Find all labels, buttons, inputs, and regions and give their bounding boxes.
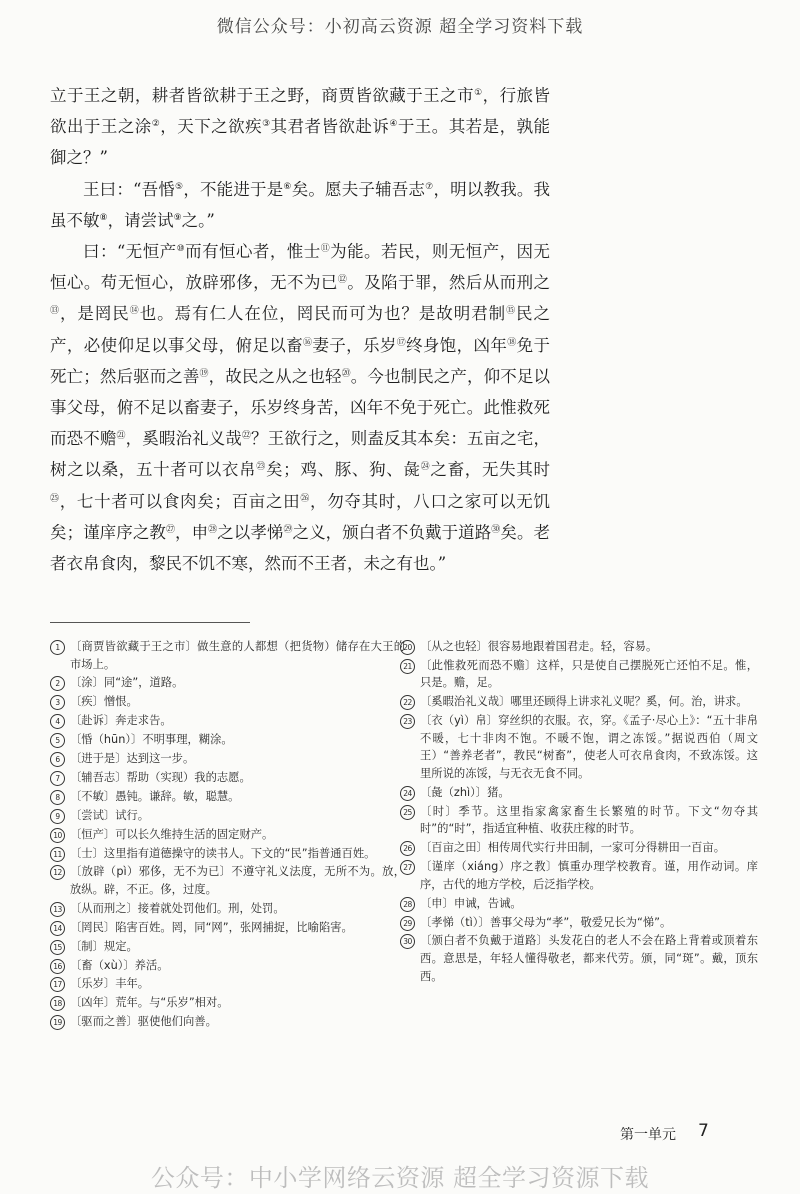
text-segment: 妻子，乐岁 xyxy=(312,335,397,355)
footnote-number: 3 xyxy=(50,695,65,710)
footnote-number: 4 xyxy=(50,714,65,729)
footnote xyxy=(50,900,405,918)
footnote-text: 〔赴诉〕奔走求告。 xyxy=(70,714,172,728)
footnote xyxy=(50,1013,405,1031)
footnote-text: 〔畜（xù）〕养活。 xyxy=(70,958,169,972)
footnote-text: 〔乐岁〕丰年。 xyxy=(70,977,150,991)
footnote xyxy=(400,914,758,932)
footnote-marker: ㉕ xyxy=(50,493,60,504)
footnote xyxy=(50,674,405,692)
footnote-number: 17 xyxy=(50,977,65,992)
text-segment: 。今也制民之产，仰不足以事父母，俯不足以畜妻子，乐岁终身苦，凶年不免于死亡。此惟救死而恐不赡 xyxy=(50,366,551,449)
page-number: 7 xyxy=(698,1121,709,1141)
text-segment: 免于死亡；然后驱而之善 xyxy=(50,335,551,386)
footnote-number: 28 xyxy=(400,897,415,912)
text-segment: ，奚暇治礼义哉 xyxy=(125,429,242,449)
footnote xyxy=(400,657,758,692)
footnote-number: 23 xyxy=(400,714,415,729)
footnote-marker: ⑨ xyxy=(173,212,182,223)
text-segment: ，行旅皆欲出于王之涂 xyxy=(50,86,550,137)
footnote xyxy=(50,638,405,673)
footnote-marker: ⑬ xyxy=(50,306,60,317)
footnote-marker: ㉘ xyxy=(208,524,218,535)
footnote xyxy=(50,769,405,787)
text-segment: 之以孝悌 xyxy=(217,522,284,542)
text-segment: 为能。若民，则无恒产，因无恒心。苟无恒心，放辟邪侈，无不为已 xyxy=(50,242,550,293)
footnote-text: 〔进于是〕达到这一步。 xyxy=(70,752,195,766)
footnote xyxy=(50,919,405,937)
footnote xyxy=(50,994,405,1012)
footnote xyxy=(400,839,758,857)
footnote-text: 〔不敏〕愚钝。谦辞。敏，聪慧。 xyxy=(70,789,240,803)
footnote-marker: ㉒ xyxy=(241,431,252,442)
footnote xyxy=(50,750,405,768)
footnotes-right-column xyxy=(400,638,758,987)
footnote-marker: ㉙ xyxy=(283,524,293,535)
footnote-number: 11 xyxy=(50,847,65,862)
footnote-number: 25 xyxy=(400,805,415,820)
footnote-number: 16 xyxy=(50,959,65,974)
footnote-marker: ④ xyxy=(389,119,398,130)
text-segment: 矣；鸡、豚、狗、彘 xyxy=(265,460,421,480)
footnote-marker: ⑱ xyxy=(507,337,517,348)
footnote-number: 21 xyxy=(400,659,415,674)
footnote xyxy=(50,845,405,863)
footnote-text: 〔罔民〕陷害百姓。罔，同“网”，张网捕捉，比喻陷害。 xyxy=(70,920,353,934)
page-header-watermark: 微信公众号：小初高云资源 超全学习资料下载 xyxy=(216,17,584,37)
footnote xyxy=(400,638,758,656)
footnote-text: 〔此惟救死而恐不赡〕这样，只是使自己摆脱死亡还怕不足。惟，只是。赡，足。 xyxy=(420,658,758,690)
footnote-marker: ⑭ xyxy=(129,306,140,317)
footnote-text: 〔辅吾志〕帮助（实现）我的志愿。 xyxy=(70,770,251,784)
text-segment: 之畜，无失其时 xyxy=(430,460,551,480)
footnote-number: 6 xyxy=(50,752,65,767)
footnote-number: 12 xyxy=(50,865,65,880)
text-segment: 终身饱，凶年 xyxy=(406,335,508,355)
bottom-watermark: 公众号：中小学网络云资源 超全学习资源下载 xyxy=(150,1164,650,1192)
text-segment: ，不能进于是 xyxy=(183,179,284,199)
footnote-marker: ⑩ xyxy=(176,244,186,255)
footnote-number: 29 xyxy=(400,916,415,931)
footnote xyxy=(50,957,405,975)
footnote xyxy=(50,975,405,993)
footnote-text: 〔彘（zhì）〕猪。 xyxy=(420,785,510,799)
text-segment: ，故民之从之也轻 xyxy=(208,366,342,386)
footnote-text: 〔惛（hūn）〕不明事理，糊涂。 xyxy=(70,733,233,747)
footnote-text: 〔恒产〕可以长久维持生活的固定财产。 xyxy=(70,827,274,841)
main-text xyxy=(50,80,550,579)
footnote xyxy=(50,693,405,711)
text-segment: ，请尝试 xyxy=(107,210,174,230)
footnote-text: 〔疾〕憎恨。 xyxy=(70,695,138,709)
paragraph xyxy=(50,174,550,236)
text-segment: 民之产，必使仰足以事父母，俯足以畜 xyxy=(50,304,550,355)
footnote-marker: ㉑ xyxy=(116,431,126,442)
text-segment: ，勿夺其时，八口之家可以无饥矣；谨庠序之教 xyxy=(50,491,550,542)
footnote-text: 〔从而刑之〕接着就处罚他们。刑，处罚。 xyxy=(70,901,285,915)
footnote-text: 〔从之也轻〕很容易地跟着国君走。轻，容易。 xyxy=(420,640,658,653)
footnote xyxy=(50,826,405,844)
footnote-marker: ⑤ xyxy=(175,181,184,192)
footnote-number: 9 xyxy=(50,809,65,824)
footnote-marker: ③ xyxy=(262,119,271,130)
footnote-marker: ㉔ xyxy=(420,462,431,473)
footnote xyxy=(400,712,758,782)
footnote-text: 〔颁白者不负戴于道路〕头发花白的老人不会在路上背着或顶着东西。意思是，年轻人懂得敬老，都来代劳。颁，同“斑”。戴，顶东西。 xyxy=(420,934,758,983)
footnote-text: 〔商贾皆欲藏于王之市〕做生意的人都想（把货物）储存在大王的市场上。 xyxy=(70,640,405,671)
footnote-marker: ㉗ xyxy=(165,524,176,535)
footnote-marker: ⑫ xyxy=(337,275,348,286)
footnote-text: 〔百亩之田〕相传周代实行井田制，一家可分得耕田一百亩。 xyxy=(420,841,726,855)
footnote-marker: ⑲ xyxy=(199,368,209,379)
footnote xyxy=(400,858,758,893)
footnote-number: 20 xyxy=(400,640,415,655)
footnote xyxy=(400,693,758,711)
footnote-number: 27 xyxy=(400,860,415,875)
text-segment: 王曰：“吾惛 xyxy=(83,179,176,199)
footnote-marker: ⑦ xyxy=(425,181,434,192)
footnote xyxy=(50,788,405,806)
footnote-number: 5 xyxy=(50,733,65,748)
footnotes-left-column xyxy=(50,638,405,1032)
text-segment: ？王欲行之，则盍反其本矣：五亩之宅，树之以桑，五十者可以衣帛 xyxy=(50,429,550,480)
text-segment: ，是罔民 xyxy=(59,304,130,324)
text-segment: 曰：“无恒产 xyxy=(83,242,177,262)
footnote xyxy=(50,807,405,825)
footnote-marker: ② xyxy=(151,119,161,130)
footnote-text: 〔士〕这里指有道德操守的读书人。下文的“民”指普通百姓。 xyxy=(70,846,376,860)
footnote-number: 15 xyxy=(50,940,65,955)
footnote-number: 13 xyxy=(50,902,65,917)
text-segment: 之。” xyxy=(181,210,215,230)
paragraph xyxy=(50,236,550,579)
footnote xyxy=(400,803,758,838)
footnote-number: 14 xyxy=(50,921,65,936)
footnote-number: 8 xyxy=(50,790,65,805)
footnote-text: 〔涂〕同“途”，道路。 xyxy=(70,676,184,690)
footnote-marker: ⑯ xyxy=(302,337,313,348)
unit-label: 第一单元 xyxy=(620,1127,676,1143)
footnote-text: 〔衣（yì）帛〕穿丝织的衣服。衣，穿。《孟子·尽心上》：“五十非帛不暖，七十非肉不饱。不暖不饱，谓之冻馁。”据说西伯（周文王）“善养老者”，教民“树畜”，使老人可衣帛食肉，不致冻馁。这里所说的冻馁，与无衣无食不同。 xyxy=(420,714,758,781)
text-segment: 立于王之朝，耕者皆欲耕于王之野，商贾皆欲藏于王之市 xyxy=(50,86,475,105)
footnote-text: 〔申〕申诫，告诫。 xyxy=(420,896,522,910)
text-segment: 也。焉有仁人在位，罔民而可为也？是故明君制 xyxy=(139,304,507,324)
footnote-marker: ㉓ xyxy=(256,462,266,473)
footnote-number: 30 xyxy=(400,934,415,949)
footnote-marker: ⑰ xyxy=(396,337,407,348)
footnote-text: 〔时〕季节。这里指家禽家畜生长繁殖的时节。下文“勿夺其时”的“时”，指适宜种植、收获庄稼的时节。 xyxy=(420,804,758,836)
footnote-text: 〔放辟（pì）邪侈，无不为已〕不遵守礼义法度，无所不为。放，放纵。辟，不正。侈，过度。 xyxy=(70,865,405,896)
footnote-number: 1 xyxy=(50,640,65,655)
footnote-text: 〔凶年〕荒年。与“乐岁”相对。 xyxy=(70,996,229,1010)
text-segment: ，天下之欲疾 xyxy=(160,117,263,137)
text-segment: 矣。愿夫子辅吾志 xyxy=(291,179,426,199)
footnote-divider xyxy=(50,622,250,623)
footnote xyxy=(50,731,405,749)
footnote-marker: ① xyxy=(474,88,483,98)
footnote xyxy=(50,938,405,956)
footnote-text: 〔驱而之善〕驱使他们向善。 xyxy=(70,1015,217,1029)
footnote xyxy=(400,932,758,985)
paragraph xyxy=(50,80,550,174)
footnote-number: 10 xyxy=(50,828,65,843)
footnote-number: 22 xyxy=(400,695,415,710)
text-segment: 而有恒心者，惟士 xyxy=(185,242,321,262)
footnote-marker: ⑪ xyxy=(320,244,331,255)
text-segment: ，七十者可以食肉矣；百亩之田 xyxy=(59,491,301,511)
text-segment: 矣。老者衣帛食肉，黎民不饥不寒，然而不王者，未之有也。” xyxy=(50,522,550,574)
footnote-number: 7 xyxy=(50,771,65,786)
footnote-marker: ⑥ xyxy=(283,181,292,192)
footnote xyxy=(50,863,405,898)
footnote xyxy=(400,784,758,802)
footnote-text: 〔孝悌（tì）〕善事父母为“孝”，敬爱兄长为“悌”。 xyxy=(420,915,672,929)
footnote-number: 24 xyxy=(400,786,415,801)
text-segment: 其君者皆欲赴诉 xyxy=(270,117,390,137)
text-segment: ，申 xyxy=(175,522,209,542)
footnote-marker: ⑳ xyxy=(341,368,351,379)
footnote-text: 〔奚暇治礼义哉〕哪里还顾得上讲求礼义呢？奚，何。治，讲求。 xyxy=(420,695,748,709)
text-segment: 。及陷于罪，然后从而刑之 xyxy=(347,273,551,293)
footnote-number: 2 xyxy=(50,676,65,691)
footnote-text: 〔制〕规定。 xyxy=(70,939,138,953)
footnote-marker: ㉚ xyxy=(491,524,501,535)
footnote-number: 19 xyxy=(50,1015,65,1030)
footnote-number: 18 xyxy=(50,996,65,1011)
footnote-number: 26 xyxy=(400,841,415,856)
footnote xyxy=(400,895,758,913)
text-segment: 于王。其若是，孰能御之？” xyxy=(50,117,551,168)
text-segment: 之义，颁白者不负戴于道路 xyxy=(292,522,492,542)
footnote-marker: ⑧ xyxy=(99,212,108,223)
footnote-marker: ㉖ xyxy=(300,493,311,504)
text-segment: ，明以教我。我虽不敏 xyxy=(50,179,551,230)
footnote-text: 〔谨庠（xiáng）序之教〕慎重办理学校教育。谨，用作动词。庠序，古代的地方学校，后泛指学校。 xyxy=(420,860,758,891)
footnote-text: 〔尝试〕试行。 xyxy=(70,808,150,822)
footnote-marker: ⑮ xyxy=(506,306,517,317)
footnote xyxy=(50,712,405,730)
